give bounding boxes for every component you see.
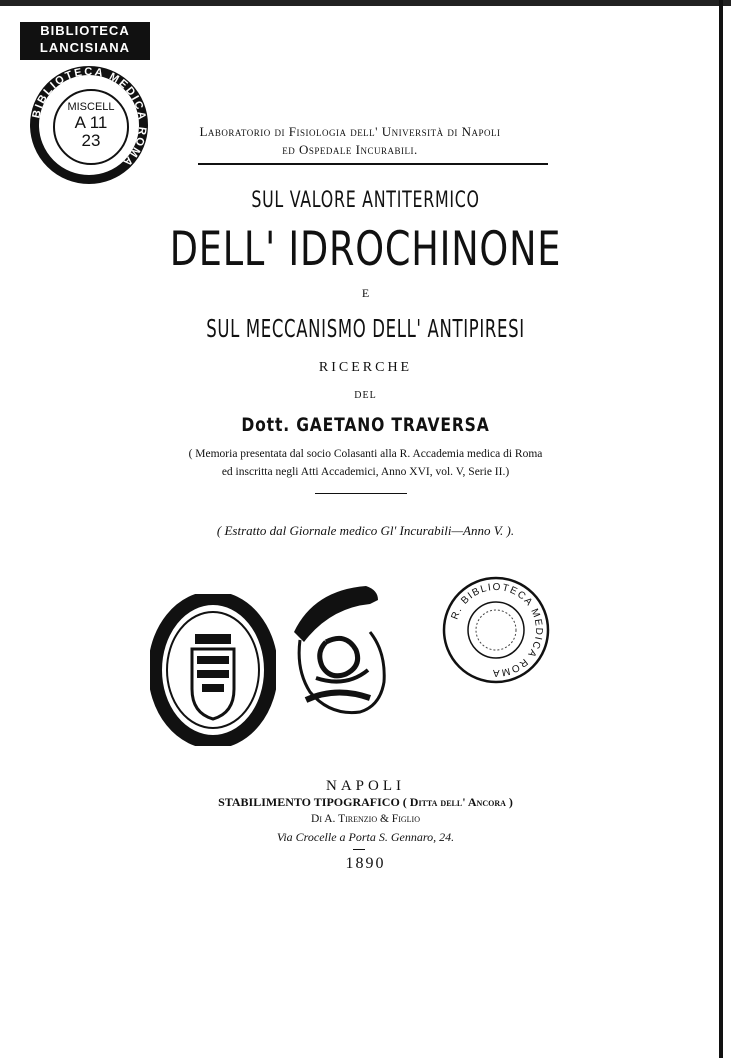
extract-line: ( Estratto dal Giornale medico Gl' Incurabili—Anno V. ). (216, 523, 515, 538)
header-line2: ed Ospedale Incurabili. (282, 142, 418, 157)
stamp-shelf: A 11 (74, 113, 108, 132)
svg-text:R. BIBLIOTECA MEDICA ROMA (450, 582, 545, 678)
oval-library-stamp-icon (150, 594, 276, 746)
library-label-line2: LANCISIANA (39, 40, 131, 55)
header-line1: Laboratorio di Fisiologia dell' Università di Napoli (199, 124, 501, 139)
imprint-year: 1890 (345, 855, 386, 872)
library-stamp-ring-text: BIBLIOTECA MEDICA ROMA (30, 66, 148, 170)
title-pre: SUL VALORE ANTITERMICO (251, 188, 480, 213)
library-stamp (30, 66, 148, 184)
imprint-owner: Di A. Tirenzio & Figlio (311, 813, 420, 825)
imprint-address: Via Crocelle a Porta S. Gennaro, 24. (276, 830, 455, 844)
title-conj: E (361, 286, 370, 300)
note-rule (315, 493, 407, 494)
author: Dott. GAETANO TRAVERSA (241, 414, 490, 436)
title-del: DEL (354, 390, 377, 401)
note-line1: ( Memoria presentata dal socio Colasanti alla R. Accademia medica di Roma (188, 448, 543, 460)
note-line2: ed inscritta negli Atti Accademici, Anno XVI, vol. V, Serie II.) (221, 466, 510, 478)
imprint-printer: STABILIMENTO TIPOGRAFICO ( Ditta dell' Ancora ) (218, 795, 513, 809)
stamp-collection: MISCELL (67, 101, 115, 113)
round-library-stamp-icon (440, 574, 552, 686)
title-secondary: SUL MECCANISMO DELL' ANTIPIRESI (206, 314, 525, 343)
title-main: DELL' IDROCHINONE (169, 222, 562, 277)
title-genre: RICERCHE (318, 360, 413, 375)
library-stamp-inner (53, 89, 129, 165)
library-label (20, 22, 150, 60)
stamp-number: 23 (81, 131, 101, 150)
library-label-line1: BIBLIOTECA (40, 23, 130, 38)
header-rule (198, 163, 548, 165)
monogram-scroll-stamp-icon (286, 580, 390, 720)
imprint-city: NAPOLI (326, 778, 405, 794)
round-stamp-ring-text: R. BIBLIOTECA MEDICA ROMA (449, 581, 545, 679)
scan-top-edge (0, 0, 731, 6)
imprint-rule (353, 849, 365, 850)
